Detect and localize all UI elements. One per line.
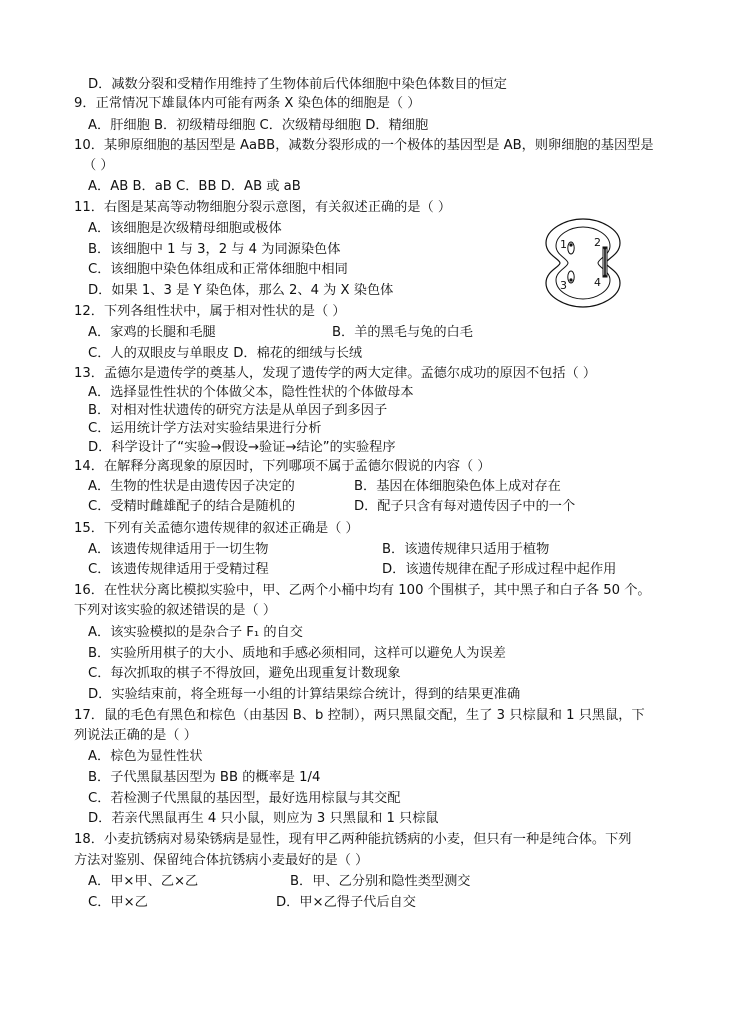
question-14-option-d: D．配子只含有每对遗传因子中的一个 <box>354 499 576 514</box>
question-17-option-d: D．若亲代黑鼠再生 4 只小鼠，则应为 3 只黑鼠和 1 只棕鼠 <box>88 811 439 826</box>
question-15-option-a: A．该遗传规律适用于一切生物 <box>88 542 269 557</box>
question-15-option-b: B．该遗传规律只适用于植物 <box>382 542 550 557</box>
question-16-option-d: D．实验结束前，将全班每一小组的计算结果综合统计，得到的结果更准确 <box>88 687 521 702</box>
question-17-option-b: B．子代黑鼠基因型为 BB 的概率是 1/4 <box>88 770 321 785</box>
question-16-option-c: C．每次抓取的棋子不得放回，避免出现重复计数现象 <box>88 666 401 681</box>
question-13-stem: 13．孟德尔是遗传学的奠基人，发现了遗传学的两大定律。孟德尔成功的原因不包括（ ） <box>74 366 597 381</box>
centromere-4 <box>604 275 607 278</box>
question-12-option-b: B．羊的黑毛与兔的白毛 <box>332 325 473 340</box>
question-16-option-b: B．实验所用棋子的大小、质地和手感必须相同，这样可以避免人为误差 <box>88 646 506 661</box>
question-15-option-c: C．该遗传规律适用于受精过程 <box>88 562 269 577</box>
question-18-option-d: D．甲×乙得子代后自交 <box>276 895 416 910</box>
question-18-option-b: B．甲、乙分别和隐性类型测交 <box>290 874 471 889</box>
text-line-d-meiosis: D．减数分裂和受精作用维持了生物体前后代体细胞中染色体数目的恒定 <box>88 77 507 92</box>
question-10-stem: 10．某卵原细胞的基因型是 AaBB，减数分裂形成的一个极体的基因型是 AB，则卵细胞的基因型是 <box>74 138 654 153</box>
question-15-stem: 15．下列有关孟德尔遗传规律的叙述正确是（ ） <box>74 521 359 536</box>
question-9-options: A．肝细胞 B．初级精母细胞 C．次级精母细胞 D．精细胞 <box>88 118 429 133</box>
centromere-3 <box>569 278 572 281</box>
question-10-options: A．AB B．aB C．BB D．AB 或 aB <box>88 179 301 194</box>
question-11-option-c: C．该细胞中染色体组成和正常体细胞中相同 <box>88 262 348 277</box>
question-18-stem-cont: 方法对鉴别、保留纯合体抗锈病小麦最好的是（ ） <box>74 853 369 868</box>
question-17-stem-cont: 列说法正确的是（ ） <box>74 728 197 743</box>
question-12-stem: 12．下列各组性状中，属于相对性状的是（ ） <box>74 304 346 319</box>
question-11-stem: 11．右图是某高等动物细胞分裂示意图，有关叙述正确的是（ ） <box>74 200 452 215</box>
question-14-stem: 14．在解释分离现象的原因时，下列哪项不属于孟德尔假说的内容（ ） <box>74 459 491 474</box>
question-17-stem: 17．鼠的毛色有黑色和棕色（由基因 B、b 控制），两只黑鼠交配，生了 3 只棕鼠和 1 只黑鼠，下 <box>74 708 645 723</box>
question-18-option-a: A．甲×甲、乙×乙 <box>88 874 199 889</box>
question-17-option-a: A．棕色为显性性状 <box>88 749 203 764</box>
question-9-stem: 9．正常情况下雄鼠体内可能有两条 X 染色体的细胞是（ ） <box>74 96 421 111</box>
centromere-1 <box>569 243 572 246</box>
question-13-option-b: B．对相对性状遗传的研究方法是从单因子到多因子 <box>88 403 388 418</box>
figure-label-3: 3 <box>560 279 567 292</box>
cell-division-figure <box>540 215 626 311</box>
question-12-options-cd: C．人的双眼皮与单眼皮 D．棉花的细绒与长绒 <box>88 346 363 361</box>
question-18-stem: 18．小麦抗锈病对易染锈病是显性，现有甲乙两种能抗锈病的小麦，但只有一种是纯合体。下列 <box>74 832 632 847</box>
figure-label-2: 2 <box>594 236 601 249</box>
question-11-option-a: A．该细胞是次级精母细胞或极体 <box>88 221 282 236</box>
question-14-option-a: A．生物的性状是由遗传因子决定的 <box>88 479 295 494</box>
question-14-option-b: B．基因在体细胞染色体上成对存在 <box>354 479 561 494</box>
question-13-option-d: D．科学设计了“实验→假设→验证→结论”的实验程序 <box>88 440 396 455</box>
question-10-stem-cont: （ ） <box>83 158 114 173</box>
question-13-option-c: C．运用统计学方法对实验结果进行分析 <box>88 421 322 436</box>
question-11-option-d: D．如果 1、3 是 Y 染色体，那么 2、4 为 X 染色体 <box>88 283 394 298</box>
figure-label-4: 4 <box>594 276 601 289</box>
question-17-option-c: C．若检测子代黑鼠的基因型，最好选用棕鼠与其交配 <box>88 791 401 806</box>
question-14-option-c: C．受精时雌雄配子的结合是随机的 <box>88 499 296 514</box>
question-11-option-b: B．该细胞中 1 与 3，2 与 4 为同源染色体 <box>88 242 341 257</box>
cell-outer-membrane <box>546 219 620 307</box>
figure-label-1: 1 <box>560 238 567 251</box>
question-16-option-a: A．该实验模拟的是杂合子 F₁ 的自交 <box>88 625 303 640</box>
question-13-option-a: A．选择显性性状的个体做父本，隐性性状的个体做母本 <box>88 385 414 400</box>
question-12-option-a: A．家鸡的长腿和毛腿 <box>88 325 216 340</box>
question-16-stem-cont: 下列对该实验的叙述错误的是（ ） <box>74 603 277 618</box>
question-15-option-d: D．该遗传规律在配子形成过程中起作用 <box>382 562 617 577</box>
question-18-option-c: C．甲×乙 <box>88 895 148 910</box>
centromere-2 <box>604 247 607 250</box>
question-16-stem: 16．在性状分离比模拟实验中，甲、乙两个小桶中均有 100 个围棋子，其中黑子和白子各 50 个。 <box>74 583 651 598</box>
